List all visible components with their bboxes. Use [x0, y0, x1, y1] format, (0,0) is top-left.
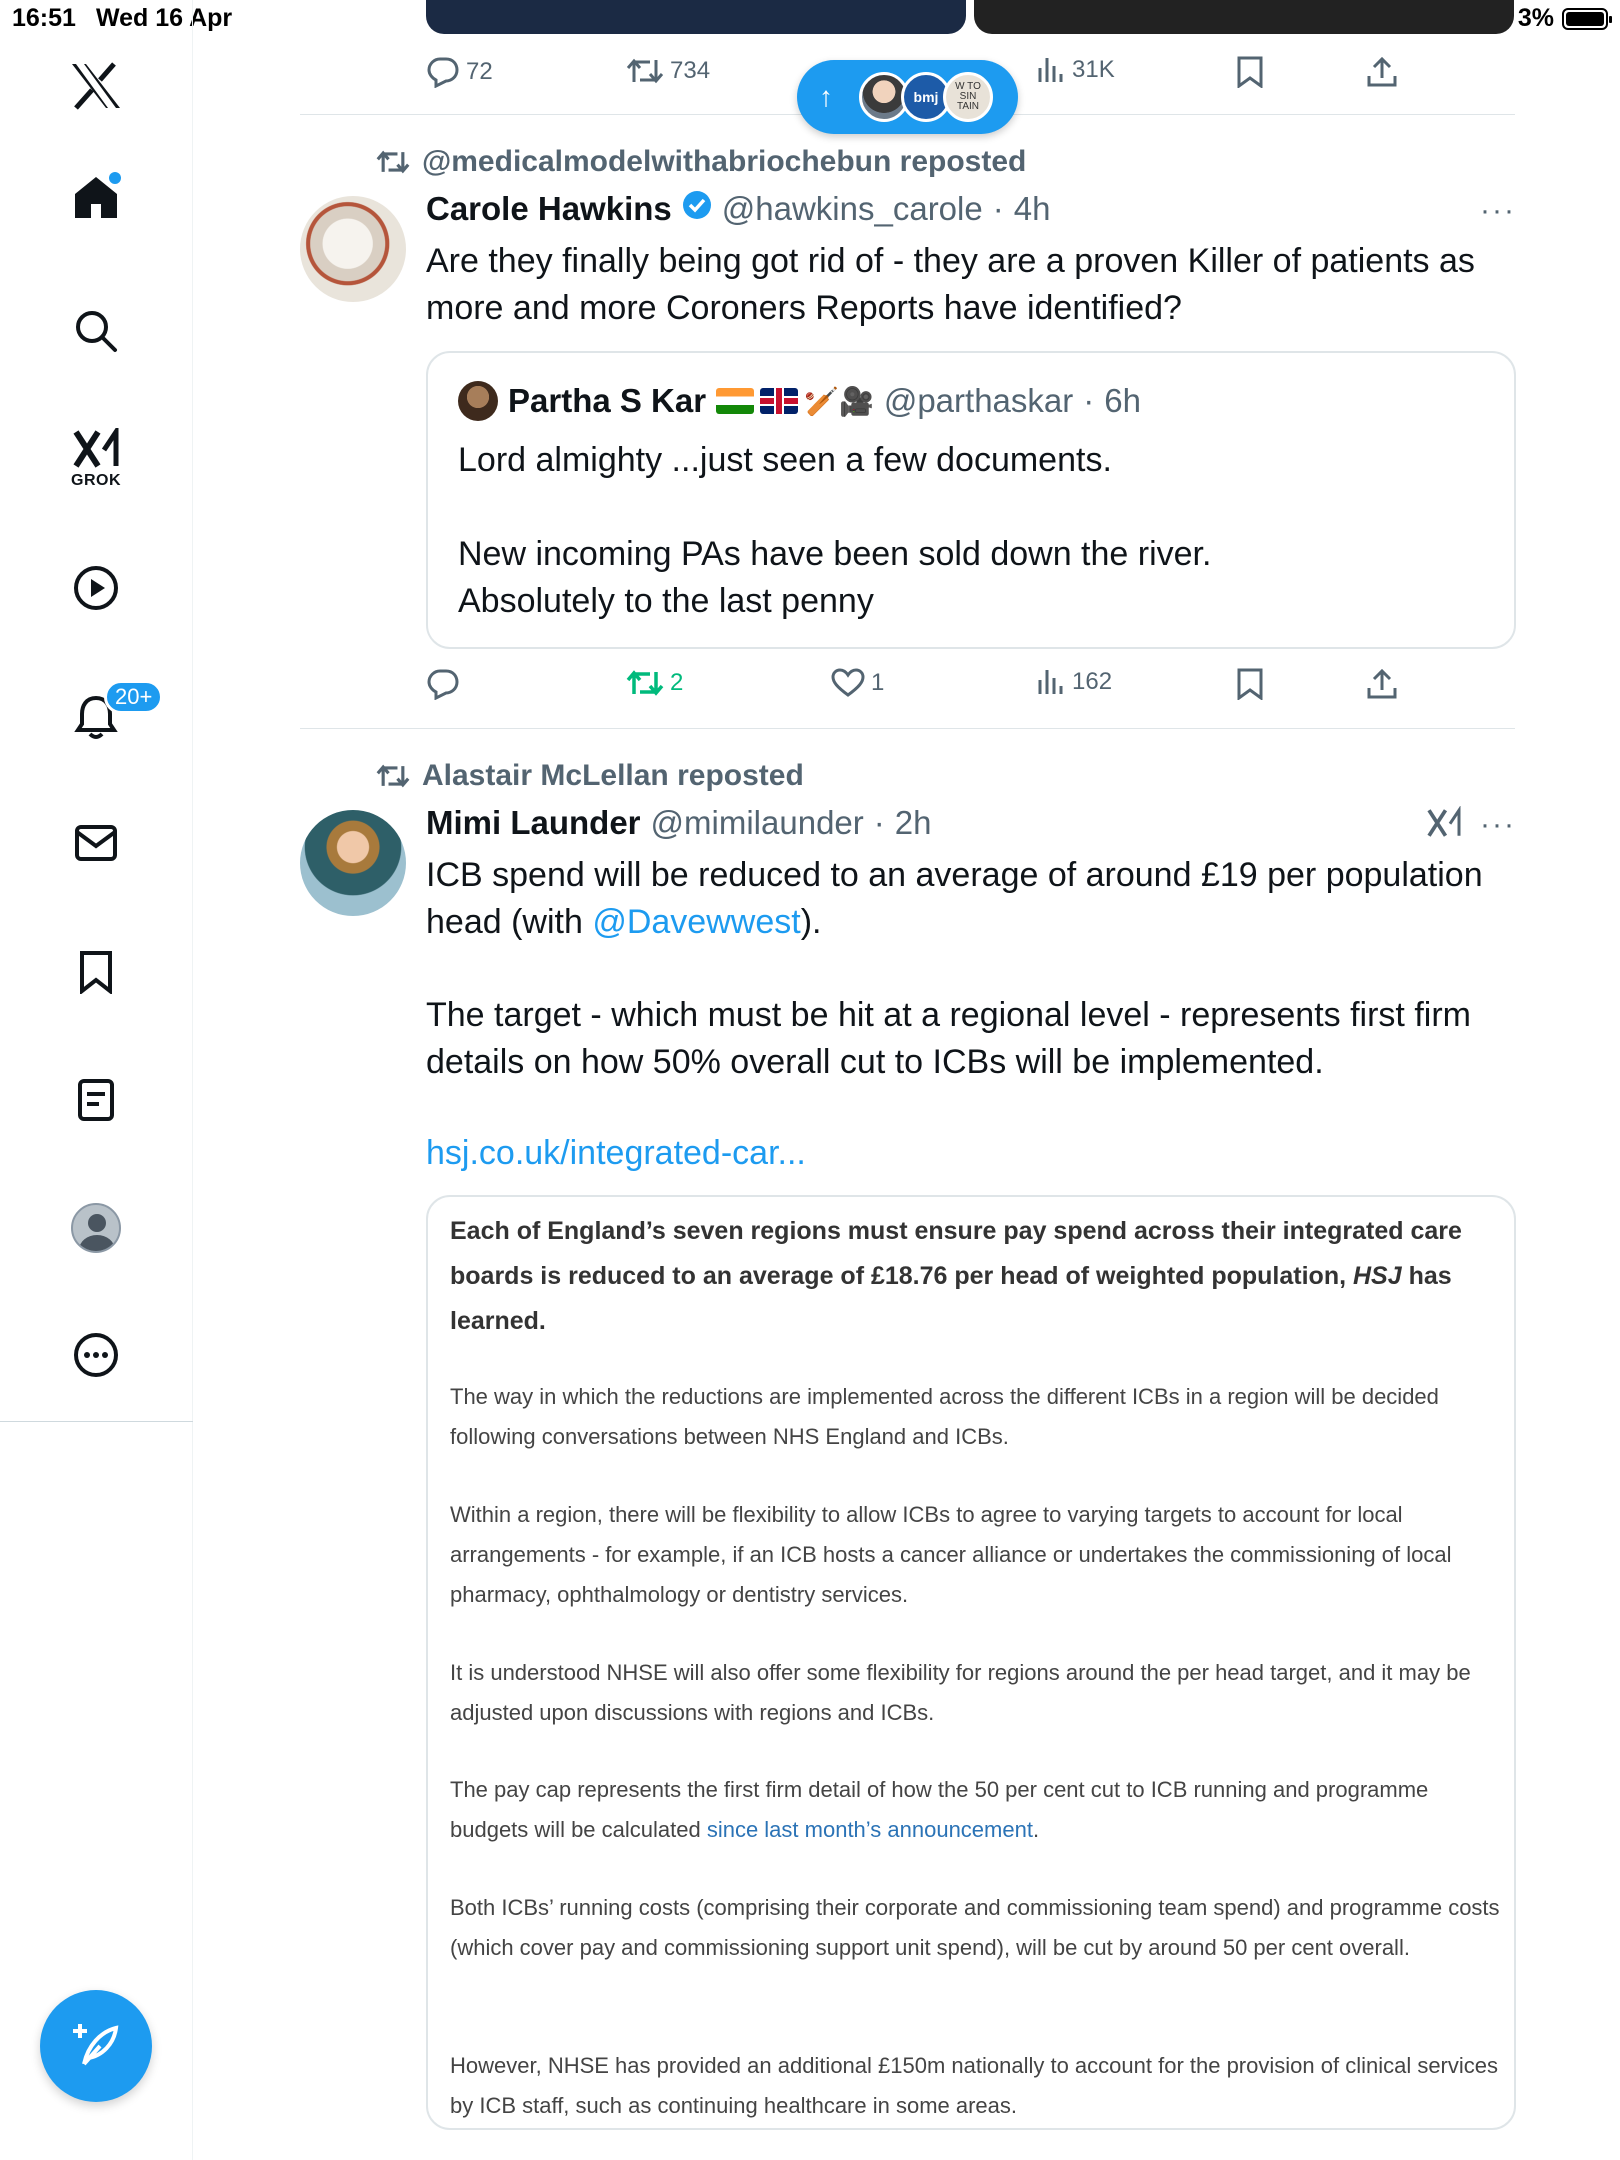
article-paragraph: It is understood NHSE will also offer some flexibility for regions around the per head target, and it may be adjusted upon discussions with regions and ICBs.	[450, 1660, 1471, 1725]
grok-explain-icon[interactable]	[1426, 806, 1462, 840]
article-lead-italic: HSJ	[1352, 1262, 1402, 1290]
reply-count: 72	[466, 58, 493, 85]
post-text-part: ).	[800, 903, 822, 941]
display-name[interactable]: Mimi Launder	[426, 804, 641, 841]
heart-icon	[831, 668, 865, 698]
article-lead-text: Each of England’s seven regions must ensure pay spend across their integrated care boards is reduced to an average of £18.76 per head of weighted population,	[450, 1217, 1462, 1290]
share-button[interactable]	[1366, 56, 1398, 88]
views-icon	[1036, 668, 1066, 696]
repost-button[interactable]	[626, 668, 683, 698]
verified-badge-icon	[682, 190, 712, 220]
article-inline-link: since last month’s announcement	[706, 1817, 1033, 1842]
avatar	[71, 1203, 121, 1253]
bookmark-icon	[1236, 56, 1264, 88]
x-logo-icon[interactable]	[70, 62, 122, 110]
repost-count: 734	[670, 57, 711, 84]
display-name[interactable]: Carole Hawkins	[426, 190, 672, 227]
repost-icon	[626, 56, 664, 86]
post-text-part: ICB spend will be reduced to an average of around £19 per population head (with	[426, 856, 1493, 941]
post-actions	[426, 668, 1436, 708]
separator-dot: ·	[992, 190, 1004, 227]
share-icon	[1366, 668, 1398, 700]
notifications-badge: 20+	[104, 680, 163, 714]
avatar: bmj	[901, 72, 951, 122]
messages-icon[interactable]	[74, 824, 118, 862]
repost-indicator[interactable]	[376, 759, 804, 793]
previous-post-media-left[interactable]	[426, 0, 966, 34]
views-count: 162	[1072, 668, 1113, 695]
more-icon[interactable]	[73, 1332, 119, 1378]
lists-icon[interactable]	[77, 1078, 115, 1122]
grok-icon[interactable]	[71, 428, 121, 490]
quote-post[interactable]	[426, 351, 1516, 649]
reposted-by: Alastair McLellan reposted	[422, 759, 804, 792]
repost-indicator[interactable]	[376, 145, 1026, 179]
battery-icon	[1562, 8, 1608, 30]
views-button[interactable]	[1036, 668, 1112, 696]
article-paragraph: Within a region, there will be flexibility to allow ICBs to agree to varying targets to account for local arrangements - for example, if an ICB hosts a cancer alliance or undertakes the commissioning of local pharmacy, ophthalmology or dentistry services.	[450, 1502, 1452, 1607]
bookmarks-icon[interactable]	[78, 950, 114, 994]
arrow-up-icon: ↑	[819, 81, 833, 112]
timestamp[interactable]: 2h	[894, 804, 932, 841]
avatar[interactable]	[300, 196, 406, 302]
avatar	[458, 381, 498, 421]
quote-text: Lord almighty ...just seen a few documents. New incoming PAs have been sold down the river. Absolutely to the last penny	[458, 441, 1212, 620]
video-icon[interactable]	[73, 565, 119, 611]
new-posts-pill[interactable]	[797, 60, 1018, 134]
article-lead-text: has learned.	[450, 1262, 1452, 1335]
bookmark-button[interactable]	[1236, 56, 1264, 88]
reply-icon	[426, 668, 460, 700]
compose-button[interactable]	[40, 1990, 152, 2102]
avatar[interactable]	[300, 810, 406, 916]
india-flag-icon	[716, 388, 754, 414]
article-image-card[interactable]	[426, 1195, 1516, 2130]
like-count: 1	[871, 669, 885, 696]
reply-icon	[426, 56, 460, 88]
article-paragraph: Both ICBs’ running costs (comprising their corporate and commissioning team spend) and programme costs (which cover pay and commissioning support unit spend), will be cut by around 50 per cent overall.	[450, 1895, 1500, 1960]
sidebar-divider	[0, 1421, 193, 1422]
handle: @parthaskar	[883, 382, 1074, 419]
article-paragraph: The way in which the reductions are implemented across the different ICBs in a region will be decided following conversations between NHS England and ICBs.	[450, 1384, 1439, 1449]
like-button[interactable]	[831, 668, 884, 698]
battery-percent: 3%	[1517, 4, 1554, 32]
repost-icon	[376, 762, 410, 790]
notifications-icon[interactable]	[74, 684, 153, 740]
post-header	[426, 804, 931, 842]
more-options-icon[interactable]: ···	[1480, 194, 1516, 227]
display-name: Partha S Kar	[508, 382, 707, 419]
quote-header	[458, 381, 1141, 421]
post-header	[426, 190, 1050, 228]
uk-flag-icon	[760, 388, 798, 414]
article-text: .	[1032, 1817, 1040, 1842]
status-time: 16:51	[12, 4, 76, 32]
reposted-by: @medicalmodelwithabriochebun reposted	[422, 145, 1027, 178]
grok-label: GROK	[71, 472, 121, 489]
post-divider	[300, 728, 1515, 729]
repost-button[interactable]	[626, 56, 710, 86]
post-text: Are they finally being got rid of - they are a proven Killer of patients as more and more Coroners Reports have identified?	[426, 242, 1485, 327]
repost-icon	[376, 148, 410, 176]
article-text: The pay cap represents the first firm detail of how the 50 per cent cut to ICB running and programme budgets will be calculated	[450, 1777, 1429, 1842]
more-options-icon[interactable]: ···	[1480, 808, 1516, 841]
repost-count: 2	[670, 669, 684, 696]
handle[interactable]: @mimilaunder	[650, 804, 864, 841]
article-lead	[450, 1209, 1490, 1344]
views-button[interactable]	[1036, 56, 1115, 84]
article-link[interactable]: hsj.co.uk/integrated-car...	[426, 1134, 806, 1172]
post-text	[426, 852, 1516, 946]
home-unread-dot	[109, 172, 121, 184]
cricket-and-camera-emoji: 🏏🎥	[804, 385, 874, 417]
article-paragraph	[450, 1770, 1500, 1850]
mention-link[interactable]: @Davewwest	[592, 903, 801, 941]
post-text-paragraph: The target - which must be hit at a regional level - represents first firm details on how 50% overall cut to ICBs will be implemented.	[426, 996, 1481, 1081]
sidebar	[0, 0, 193, 2160]
views-count: 31K	[1072, 56, 1115, 83]
article-paragraph: However, NHSE has provided an additional £150m nationally to account for the provision of clinical services by ICB staff, such as continuing healthcare in some areas.	[450, 2053, 1499, 2118]
reply-button[interactable]	[426, 668, 460, 700]
bookmark-icon	[1236, 668, 1264, 700]
share-icon	[1366, 56, 1398, 88]
bookmark-button[interactable]	[1236, 668, 1264, 700]
search-icon[interactable]	[74, 309, 118, 353]
name-emojis	[716, 385, 874, 418]
share-button[interactable]	[1366, 668, 1398, 700]
repost-icon	[626, 668, 664, 698]
handle[interactable]: @hawkins_carole	[721, 190, 983, 227]
reply-button[interactable]	[426, 56, 493, 88]
status-date: Wed 16 Apr	[96, 4, 233, 32]
compose-feather-icon	[70, 2020, 122, 2072]
profile-avatar[interactable]	[71, 1203, 121, 1253]
views-icon	[1036, 56, 1066, 84]
separator-dot: ·	[1083, 382, 1095, 419]
timestamp[interactable]: 4h	[1013, 190, 1051, 227]
avatar: W TO SIN TAIN	[943, 72, 993, 122]
home-icon[interactable]	[73, 174, 119, 220]
timestamp: 6h	[1104, 382, 1141, 419]
separator-dot: ·	[873, 804, 885, 841]
previous-post-media-right[interactable]	[974, 0, 1514, 34]
